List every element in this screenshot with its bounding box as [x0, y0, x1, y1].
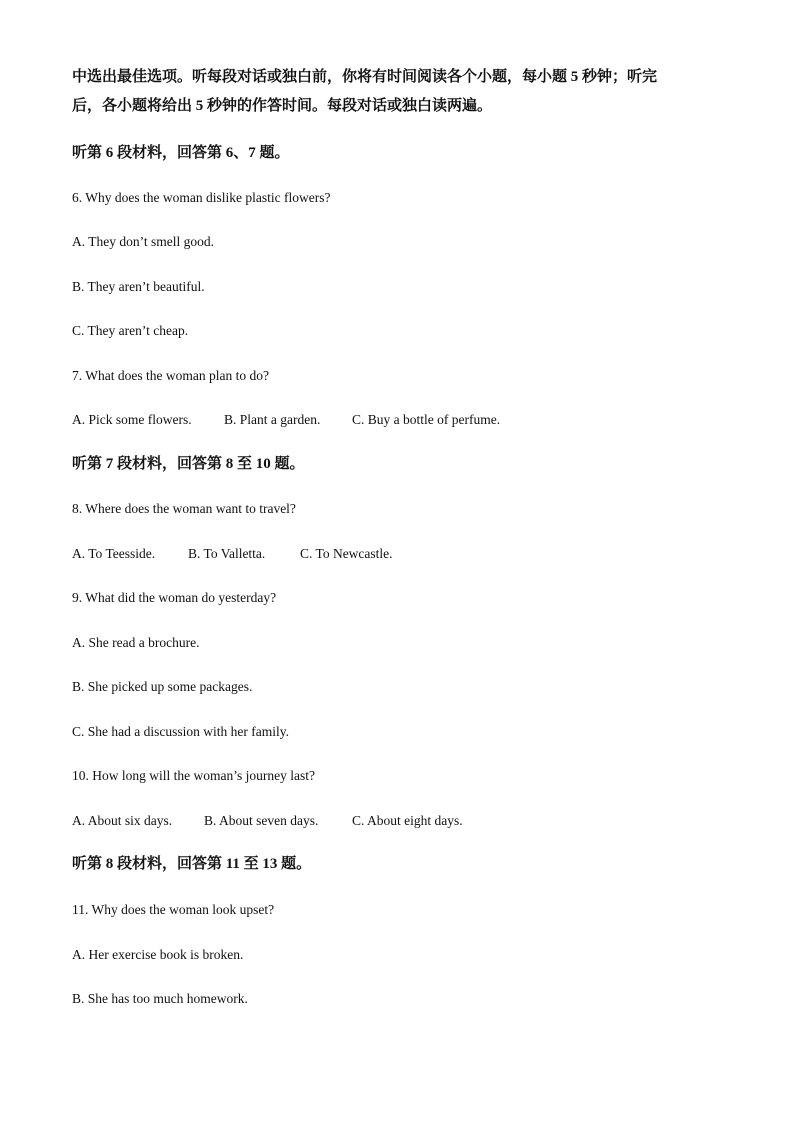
question-6: 6. Why does the woman dislike plastic flowers? [72, 190, 331, 205]
q8-option-c: C. To Newcastle. [300, 546, 393, 561]
question-8: 8. Where does the woman want to travel? [72, 501, 296, 516]
q7-options-row [72, 411, 500, 429]
q9-option-c: C. She had a discussion with her family. [72, 724, 289, 739]
section-heading-6: 听第 6 段材料，回答第 6、7 题。 [72, 145, 290, 161]
q7-option-a: A. Pick some flowers. [72, 412, 192, 427]
q8-option-b: B. To Valletta. [188, 546, 266, 561]
question-11: 11. Why does the woman look upset? [72, 902, 275, 917]
q10-option-a: A. About six days. [72, 813, 173, 828]
q6-option-a: A. They don’t smell good. [72, 234, 214, 249]
question-7: 7. What does the woman plan to do? [72, 368, 269, 383]
q8-options-row [72, 545, 393, 563]
q8-option-a: A. To Teesside. [72, 546, 156, 561]
question-10: 10. How long will the woman’s journey last? [72, 768, 315, 783]
q10-option-b: B. About seven days. [204, 813, 319, 828]
instruction-line-2: 后，各小题将给出 5 秒钟的作答时间。每段对话或独白读两遍。 [72, 98, 493, 114]
instruction-line-1: 中选出最佳选项。听每段对话或独白前，你将有时间阅读各个小题，每小题 5 秒钟；听完 [72, 69, 658, 85]
q6-option-b: B. They aren’t beautiful. [72, 279, 205, 294]
q9-option-b: B. She picked up some packages. [72, 679, 253, 694]
q10-option-c: C. About eight days. [352, 813, 463, 828]
section-heading-7: 听第 7 段材料，回答第 8 至 10 题。 [72, 456, 305, 472]
q10-options-row [72, 812, 463, 830]
section-heading-8: 听第 8 段材料，回答第 11 至 13 题。 [72, 856, 312, 872]
q11-option-b: B. She has too much homework. [72, 991, 248, 1006]
q9-option-a: A. She read a brochure. [72, 635, 200, 650]
q11-option-a: A. Her exercise book is broken. [72, 947, 244, 962]
q7-option-c: C. Buy a bottle of perfume. [352, 412, 501, 427]
question-9: 9. What did the woman do yesterday? [72, 590, 277, 605]
q7-option-b: B. Plant a garden. [224, 412, 321, 427]
q6-option-c: C. They aren’t cheap. [72, 323, 189, 338]
